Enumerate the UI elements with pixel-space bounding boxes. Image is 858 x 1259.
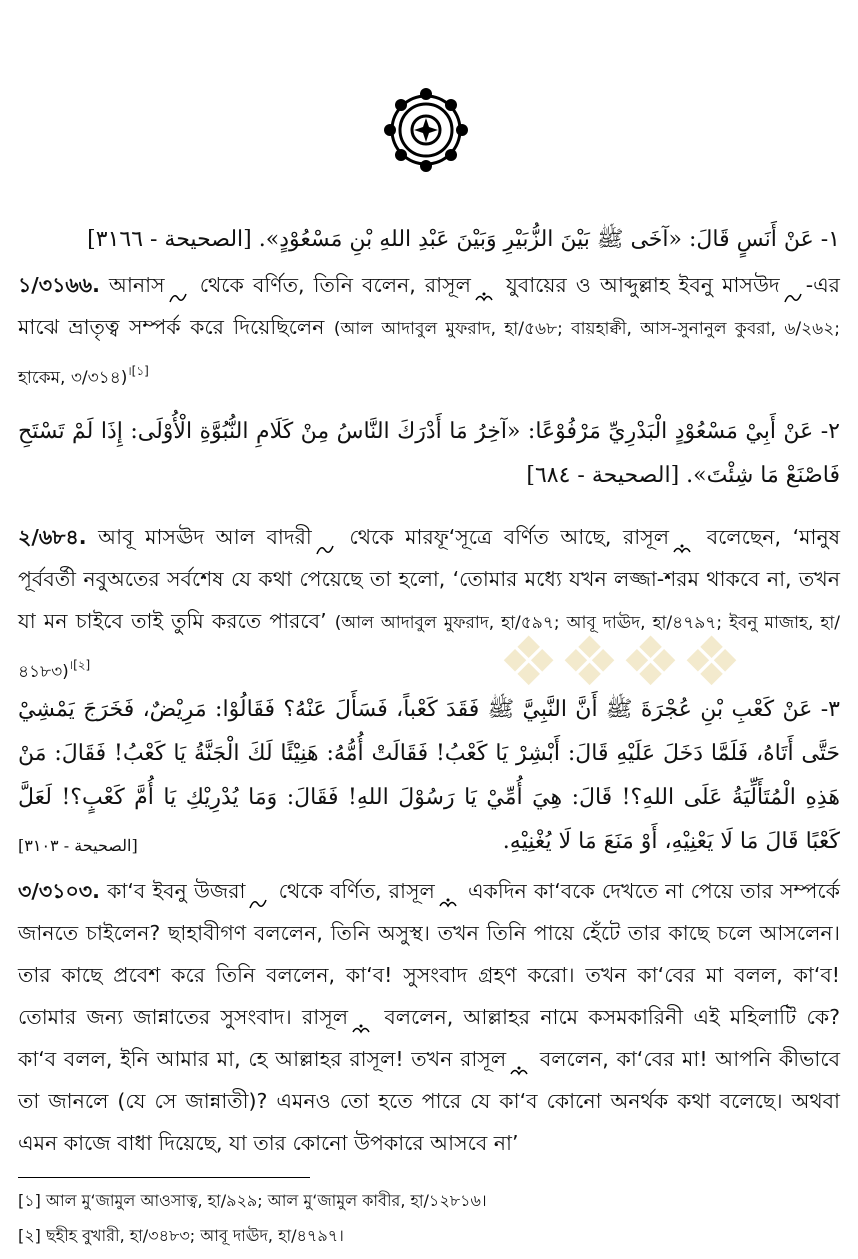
radiallahu-anhu-icon <box>783 278 803 294</box>
footnote-marker-1: ।[১] <box>127 364 149 378</box>
hadith-3-text-e: বললেন, কা‘বের মা! আপনি কীভাবে তা জানলে (যে সে জান্নাতী)? এমনও তো হতে পারে যে কা‘ব কোনো অনর্থক কথা বলেছে। অথবা এমন কাজে বাধা দিয়েছে, যা তার কোনো উপকারে আসবে না’ <box>18 1047 840 1155</box>
radiallahu-anhu-icon <box>168 278 188 294</box>
hadith-3-text-c: একদিন কা‘বকে দেখতে না পেয়ে তার সম্পর্কে জানতে চাইলেন? ছাহাবীগণ বললেন, তিনি অসুস্থ। তখন তিনি পায়ে হেঁটে তার কাছে চলে আসলেন। তার কাছে প্রবেশ করে তিনি বললেন, কা‘ব! সুসংবাদ গ্রহণ করো। তখন কা‘বের মা বলল, কা‘ব! তোমার জন্য জান্নাতের সুসংবাদ। রাসূল <box>18 879 840 1029</box>
hadith-3-text-d: বললেন, আল্লাহর নামে কসমকারিনী এই মহিলাটি কে? কা‘ব বলল, ইনি আমার মা, হে আল্লাহর রাসূল! তখন রাসূল <box>18 1005 840 1071</box>
hadith-3-arabic: ٣- عَنْ كَعْبِ بْنِ عُجْرَةَ ﷺ أَنَّ النَّبِيَّ ﷺ فَقَدَ كَعْباً، فَسَأَلَ عَنْهُ؟ فَقَالُوْا: مَرِيْضٌ، فَخَرَجَ يَمْشِيْ حَتَّى أَتَاهُ، فَلَمَّا دَخَلَ عَلَيْهِ قَالَ: أَبْشِرْ يَا كَعْبُ! فَقَالَتْ أُمُّهُ: هَنِيْئًا لَكَ الْجَنَّةُ يَا كَعْبُ! فَقَالَ: مَنْ هَذِهِ الْمُتَأَلِّيَةُ عَلَى اللهِ؟! قَالَ: هِيَ أُمِّيْ يَا رَسُوْلَ اللهِ! فَقَالَ: وَمَا يُدْرِيْكِ يَا أُمَّ كَعْبٍ؟! لَعَلَّ كَعْبًا قَالَ مَا لَا يَعْنِيْهِ، أَوْ مَنَعَ مَا لَا يُغْنِيْهِ. <box>18 697 840 854</box>
sallallahu-alaihi-wasallam-icon <box>672 530 692 546</box>
hadith-1-text-a: আনাস <box>108 273 165 297</box>
hadith-3-number: ৩/৩১০৩. <box>18 879 100 903</box>
hadith-1-text-b: থেকে বর্ণিত, তিনি বলেন, রাসূল <box>199 273 471 297</box>
hadith-2-text-b: থেকে মারফূ‘সূত্রে বর্ণিত আছে, রাসূল <box>349 525 670 549</box>
hadith-3-text-a: কা‘ব ইবনু উজরা <box>107 879 246 903</box>
footnote-divider <box>18 1177 310 1178</box>
hadith-1-text-c: যুবায়ের ও আব্দুল্লাহ ইবনু মাসউদ <box>505 273 780 297</box>
hadith-2-reference: (আল আদাবুল মুফরাদ, হা/৫৯৭; আবূ দাঊদ, হা/৪৭৯৭; ইবনু মাজাহ, হা/৪১৮৩) <box>18 613 840 682</box>
hadith-1-text-d: -এর মাঝে ভ্রাতৃত্ব সম্পর্ক করে দিয়েছিলেন <box>18 273 840 339</box>
hadith-2-text-c: বলেছেন, ‘মানুষ পূর্ববর্তী নবুঅতের সর্বশেষ যে কথা পেয়েছে তা হলো, ‘তোমার মধ্যে যখন লজ্জা-শরম থাকবে না, তখন যা মন চাইবে তাই তুমি করতে পারবে’ <box>18 525 841 633</box>
hadith-1-arabic: ١- عَنْ أَنَسٍ قَالَ: «آخَى ﷺ بَيْنَ الزُّبَيْرِ وَبَيْنَ عَبْدِ اللهِ بْنِ مَسْعُوْدٍ». [الصحيحة - ٣١٦٦] <box>87 227 840 252</box>
hadith-2-arabic: ٢- عَنْ أَبِيْ مَسْعُوْدٍ الْبَدْرِيِّ مَرْفُوْعًا: «آخِرُ مَا أَدْرَكَ النَّاسُ مِنْ كَلَامِ النُّبُوَّةِ الْأُوْلَى: إِذَا لَمْ تَسْتَحِ فَاصْنَعْ مَا شِئْتَ». [الصحيحة - ٦٨٤] <box>18 419 840 488</box>
footnote-2: [২] ছহীহ বুখারী, হা/৩৪৮৩; আবূ দাঊদ, হা/৪৭৯৭। <box>18 1226 344 1245</box>
radiallahu-anhu-icon <box>315 530 335 546</box>
sallallahu-alaihi-wasallam-icon <box>438 884 458 900</box>
sallallahu-alaihi-wasallam-icon <box>474 278 494 294</box>
sallallahu-alaihi-wasallam-icon <box>351 1010 371 1026</box>
footnote-marker-2: ।[২] <box>68 658 91 672</box>
footnote-1: [১] আল মু‘জামুল আওসাত্ব, হা/৯২৯; আল মু‘জামুল কাবীর, হা/১২৮১৬। <box>18 1191 487 1210</box>
hadith-2-text-a: আবূ মাসঊদ আল বাদরী <box>98 525 312 549</box>
watermark: ❖❖❖❖ <box>498 623 742 702</box>
sallallahu-alaihi-wasallam-icon <box>509 1052 529 1068</box>
radiallahu-anhu-icon <box>248 884 268 900</box>
floral-ornament-icon <box>384 88 468 172</box>
hadith-2-number: ২/৬৮৪. <box>18 525 87 549</box>
hadith-1-number: ১/৩১৬৬. <box>18 273 100 297</box>
hadith-3-arabic-reference: [الصحيحة - ٣١٠٣] <box>18 836 138 855</box>
hadith-1-reference: (আল আদাবুল মুফরাদ, হা/৫৬৮; বায়হাক্বী, আস-সুনানুল কুবরা, ৬/২৬২; হাকেম, ৩/৩১৪) <box>18 319 840 388</box>
hadith-3-text-b: থেকে বর্ণিত, রাসূল <box>278 879 435 903</box>
hadith-3-bengali <box>18 870 840 1164</box>
hadith-1-bengali <box>18 264 840 399</box>
hadith-2-bengali <box>18 516 840 693</box>
